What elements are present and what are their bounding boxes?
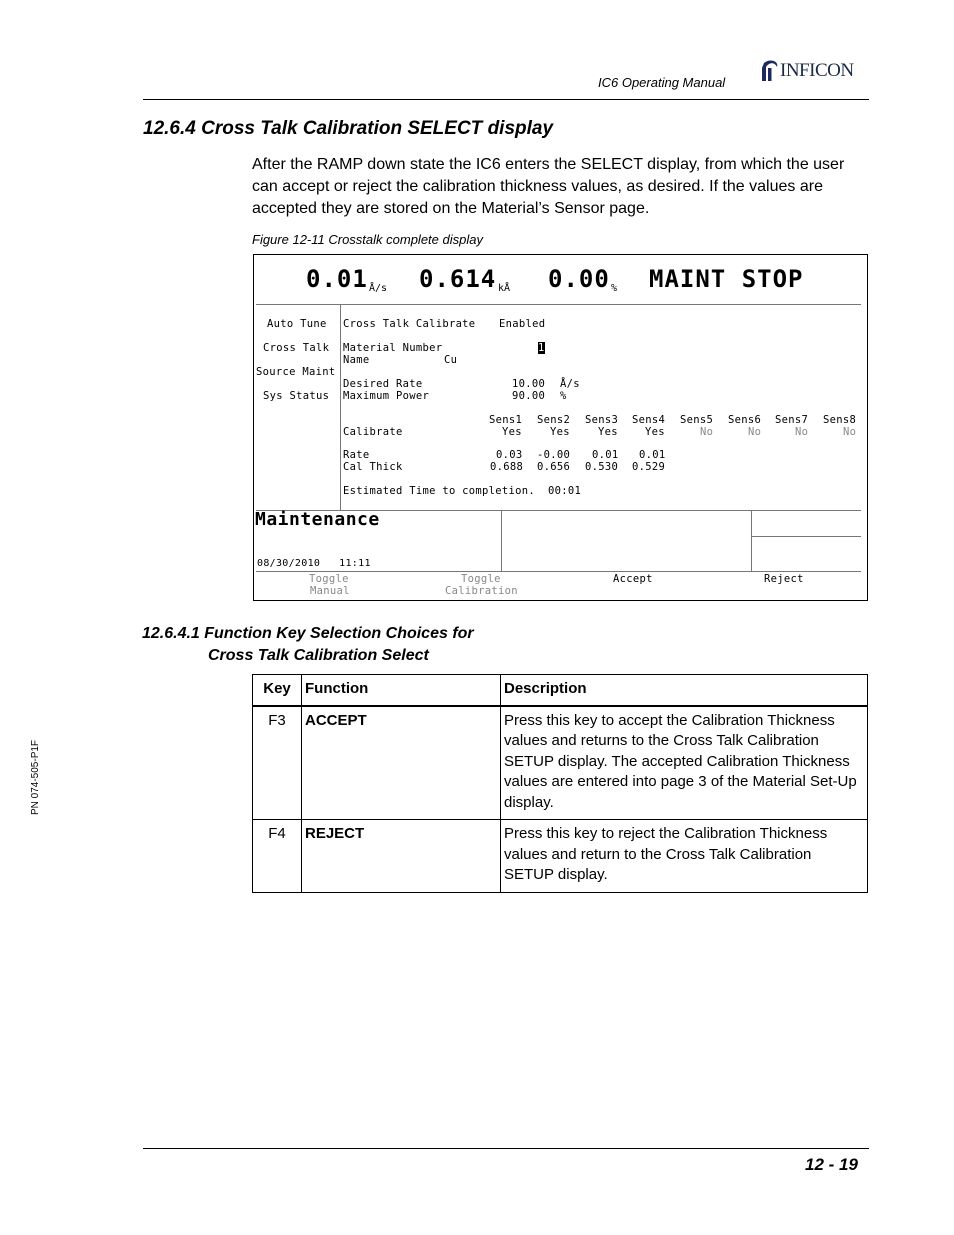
column-header-function: Function xyxy=(302,675,501,706)
menu-item-source-maint[interactable]: Source Maint xyxy=(256,366,336,378)
thickness-unit: kÅ xyxy=(498,283,511,294)
state-readout: MAINT STOP xyxy=(649,265,804,293)
menu-item-auto-tune[interactable]: Auto Tune xyxy=(267,318,327,330)
column-header-description: Description xyxy=(501,675,868,706)
part-number: PN 074-505-P1F xyxy=(30,739,41,815)
subsection-title xyxy=(142,623,474,667)
rate-unit: Å/s xyxy=(369,283,388,294)
rate-readout: 0.01 xyxy=(306,265,368,293)
manual-title: IC6 Operating Manual xyxy=(598,75,726,90)
softkey-f2-line1[interactable]: Toggle xyxy=(461,573,501,585)
sensor-header: Sens7 xyxy=(775,414,809,426)
datetime: 08/30/2010 11:11 xyxy=(257,558,371,569)
max-power-value: 90.00 xyxy=(512,390,546,402)
subsection-title-line1: 12.6.4.1 Function Key Selection Choices for xyxy=(142,625,474,642)
calibrate-value[interactable]: No xyxy=(748,426,762,438)
cal-thick-label: Cal Thick xyxy=(343,461,403,473)
divider xyxy=(751,536,861,537)
rate-value: -0.00 xyxy=(537,449,571,461)
softkey-f2-line2[interactable]: Calibration xyxy=(445,585,518,597)
mode-label: Maintenance xyxy=(255,509,380,530)
inficon-logo-icon xyxy=(760,59,780,83)
section-title: 12.6.4 Cross Talk Calibration SELECT display xyxy=(143,118,554,139)
table-header-row xyxy=(253,675,868,706)
rate-value: 0.01 xyxy=(639,449,666,461)
rate-label: Rate xyxy=(343,449,370,461)
sensor-header: Sens6 xyxy=(728,414,762,426)
accept-softkey[interactable]: Accept xyxy=(613,573,653,585)
desired-rate-value: 10.00 xyxy=(512,378,546,390)
max-power-label: Maximum Power xyxy=(343,390,430,402)
column-header-key: Key xyxy=(253,675,302,706)
material-number-field[interactable]: 1 xyxy=(538,342,545,354)
menu-item-sys-status[interactable]: Sys Status xyxy=(263,390,330,402)
cross-talk-value: Enabled xyxy=(499,318,546,330)
thickness-readout: 0.614 xyxy=(419,265,497,293)
cal-thick-value: 0.688 xyxy=(490,461,524,473)
page-number: 12 - 19 xyxy=(805,1155,858,1174)
calibrate-value[interactable]: Yes xyxy=(502,426,522,438)
softkey-f1-line2[interactable]: Manual xyxy=(310,585,350,597)
sensor-header: Sens1 xyxy=(489,414,523,426)
estimated-time-label: Estimated Time to completion. xyxy=(343,485,536,497)
function-cell: ACCEPT xyxy=(302,706,501,820)
reject-softkey[interactable]: Reject xyxy=(764,573,804,585)
divider xyxy=(256,304,861,305)
footer-rule xyxy=(143,1148,869,1149)
cal-thick-value: 0.530 xyxy=(585,461,619,473)
function-cell: REJECT xyxy=(302,820,501,893)
max-power-unit: % xyxy=(560,390,567,402)
calibrate-value[interactable]: No xyxy=(843,426,857,438)
name-value: Cu xyxy=(444,354,458,366)
table-row xyxy=(253,820,868,893)
key-cell: F4 xyxy=(253,820,302,893)
description-cell: Press this key to reject the Calibration Thickness values and return to the Cross Talk Calibration SETUP display. xyxy=(501,820,868,893)
name-label: Name xyxy=(343,354,370,366)
sensor-header: Sens3 xyxy=(585,414,619,426)
figure-caption: Figure 12-11 Crosstalk complete display xyxy=(252,232,483,247)
power-unit: % xyxy=(611,283,618,294)
power-readout: 0.00 xyxy=(548,265,610,293)
rate-value: 0.03 xyxy=(496,449,523,461)
softkey-f1-line1[interactable]: Toggle xyxy=(309,573,349,585)
section-body: After the RAMP down state the IC6 enters the SELECT display, from which the user can accept or reject the calibration thickness values, as desired. If the values are accepted they are stored on the Material’s Sensor page. xyxy=(252,156,845,217)
status-readout xyxy=(254,263,867,299)
key-cell: F3 xyxy=(253,706,302,820)
brand-name: INFICON xyxy=(780,60,854,81)
inficon-logo xyxy=(760,58,872,84)
subsection-title-line2: Cross Talk Calibration Select xyxy=(208,647,429,664)
sensor-header: Sens8 xyxy=(823,414,857,426)
divider xyxy=(751,510,752,571)
table-row xyxy=(253,706,868,820)
calibrate-value[interactable]: No xyxy=(700,426,714,438)
instrument-screen xyxy=(253,254,868,601)
cal-thick-value: 0.529 xyxy=(632,461,666,473)
calibrate-value[interactable]: Yes xyxy=(598,426,618,438)
function-key-table xyxy=(252,674,868,893)
calibrate-value[interactable]: No xyxy=(795,426,809,438)
cal-thick-value: 0.656 xyxy=(537,461,571,473)
estimated-time-value: 00:01 xyxy=(548,485,582,497)
header-rule xyxy=(143,99,869,100)
calibrate-label: Calibrate xyxy=(343,426,403,438)
sensor-header: Sens2 xyxy=(537,414,571,426)
material-number-label: Material Number xyxy=(343,342,443,354)
menu-item-cross-talk[interactable]: Cross Talk xyxy=(263,342,330,354)
sensor-header: Sens4 xyxy=(632,414,666,426)
divider xyxy=(256,571,861,572)
cross-talk-label: Cross Talk Calibrate xyxy=(343,318,476,330)
desired-rate-unit: Å/s xyxy=(560,378,580,390)
calibrate-value[interactable]: Yes xyxy=(645,426,665,438)
rate-value: 0.01 xyxy=(592,449,619,461)
divider xyxy=(501,510,502,571)
sensor-header: Sens5 xyxy=(680,414,714,426)
desired-rate-label: Desired Rate xyxy=(343,378,423,390)
calibrate-value[interactable]: Yes xyxy=(550,426,570,438)
divider xyxy=(340,304,341,510)
description-cell: Press this key to accept the Calibration Thickness values and returns to the Cross Talk Calibration SETUP display. The accepted Calibration Thickness values are entered into page 3 of the Material Set-Up display. xyxy=(501,706,868,820)
